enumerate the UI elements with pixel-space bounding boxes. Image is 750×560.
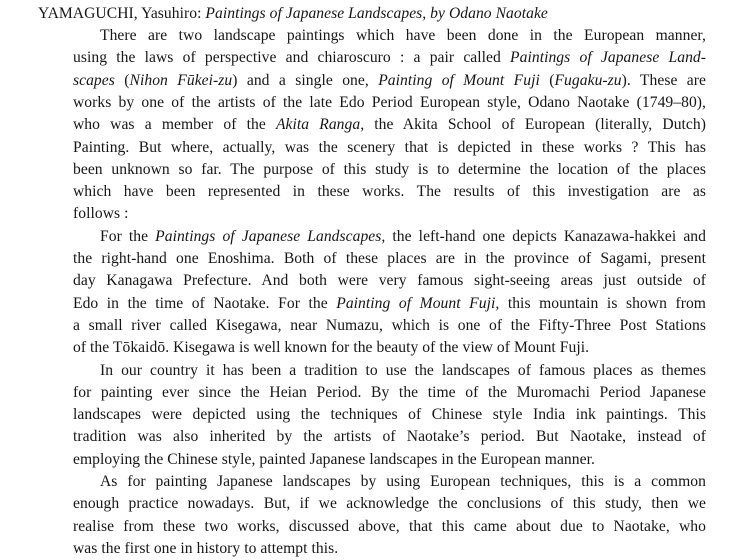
paragraph-line xyxy=(73,114,706,136)
paragraph-line xyxy=(73,449,595,471)
text-run: this mountain is shown from xyxy=(499,294,706,312)
text-run: tradition was also inherited by the artists of Naotake’s period. But Naotake, instead of xyxy=(73,428,706,446)
paragraph-line xyxy=(73,203,128,225)
italic-title-text: Paintings of Japanese Landscapes, xyxy=(155,227,386,245)
paragraph-line xyxy=(73,426,706,448)
text-run: works by one of the artists of the late Edo Period European style, Odano Naotake (1749–80), xyxy=(73,93,706,111)
text-run: For the xyxy=(100,227,156,245)
article-title: Paintings of Japanese Landscapes, by Odano Naotake xyxy=(205,5,548,22)
author-name: YAMAGUCHI, Yasuhiro xyxy=(38,5,198,22)
text-run: employing the Chinese style, painted Japanese landscapes in the European manner. xyxy=(73,450,595,468)
paragraph-line xyxy=(73,516,706,538)
paragraph-line xyxy=(73,382,706,404)
text-run: ) and a single one, xyxy=(232,71,379,89)
text-run: using the laws of perspective and chiaroscuro : a pair called xyxy=(73,49,511,67)
text-run: day Kanagawa Prefecture. And both were very famous sight-seeing areas just outside of xyxy=(73,272,706,290)
italic-title-text: Painting of Mount Fuji xyxy=(378,71,540,89)
text-run: There are two landscape paintings which have been done in the European manner, xyxy=(100,27,706,44)
paragraph-line xyxy=(73,493,706,515)
paragraph-line xyxy=(73,181,706,203)
paragraph-line xyxy=(73,293,706,315)
paragraph-line xyxy=(73,248,706,270)
paragraph-line xyxy=(73,92,706,114)
text-run: As for painting Japanese landscapes by using European techniques, this is a common xyxy=(100,473,706,490)
article-heading xyxy=(38,3,548,25)
text-run: realise from these two works, discussed above, that this came about due to Naotake, who xyxy=(73,517,706,535)
paragraph-line xyxy=(73,315,706,337)
italic-title-text: Akita Ranga, xyxy=(275,116,365,134)
paragraph-line xyxy=(73,137,706,159)
paragraph-line xyxy=(73,159,706,181)
text-run: ( xyxy=(114,71,130,89)
paragraph-line xyxy=(73,70,706,92)
text-run: follows : xyxy=(73,205,129,223)
text-run: Painting. But where, actually, was the scenery that is depicted in these works ? This has xyxy=(73,138,706,156)
text-run: who was a member of the xyxy=(73,116,276,134)
text-run: the Akita School of European (literally, Dutch) xyxy=(364,116,706,134)
paragraph-line xyxy=(73,404,706,426)
text-run: Edo in the time of Naotake. For the xyxy=(73,294,337,312)
text-run: landscapes were depicted using the techniques of Chinese style India ink paintings. This xyxy=(73,406,706,424)
heading-separator: : xyxy=(197,5,202,22)
italic-title-text: Paintings of Japanese Land- xyxy=(510,49,707,67)
italic-title-text: scapes xyxy=(73,71,115,89)
italic-title-text: Nihon Fūkei-zu xyxy=(129,71,233,89)
text-run: for painting ever since the Heian Period. By the time of the Muromachi Period Japanese xyxy=(73,383,706,401)
italic-title-text: Painting of Mount Fuji, xyxy=(336,294,500,312)
paragraph-line xyxy=(73,538,338,560)
text-run: of the Tōkaidō. Kisegawa is well known for the beauty of the view of Mount Fuji. xyxy=(73,339,590,357)
paragraph-line xyxy=(100,25,706,47)
text-run: the left-hand one depicts Kanazawa-hakkei and xyxy=(385,227,706,245)
paragraph-line xyxy=(73,270,706,292)
paragraph-line xyxy=(73,337,589,359)
paragraph-line xyxy=(100,360,706,382)
text-run: a small river called Kisegawa, near Numazu, which is one of the Fifty-Three Post Stations xyxy=(73,316,706,334)
text-run: was the first one in history to attempt this. xyxy=(73,539,339,557)
paragraph-line xyxy=(100,471,706,493)
paragraph-line xyxy=(73,47,706,69)
text-run: enough practice nowadays. But, if we acknowledge the conclusions of this study, then we xyxy=(73,495,706,513)
text-run: ). These are xyxy=(621,71,706,89)
paragraph-line xyxy=(100,226,706,248)
text-run: which have been represented in these works. The results of this investigation are as xyxy=(73,183,706,201)
italic-title-text: Fugaku-zu xyxy=(554,71,622,89)
text-run: been unknown so far. The purpose of this study is to determine the location of the places xyxy=(73,160,706,178)
text-run: the right-hand one Enoshima. Both of these places are in the province of Sagami, present xyxy=(73,250,706,267)
text-run: ( xyxy=(539,71,555,89)
text-run: In our country it has been a tradition to use the landscapes of famous places as themes xyxy=(100,361,706,379)
